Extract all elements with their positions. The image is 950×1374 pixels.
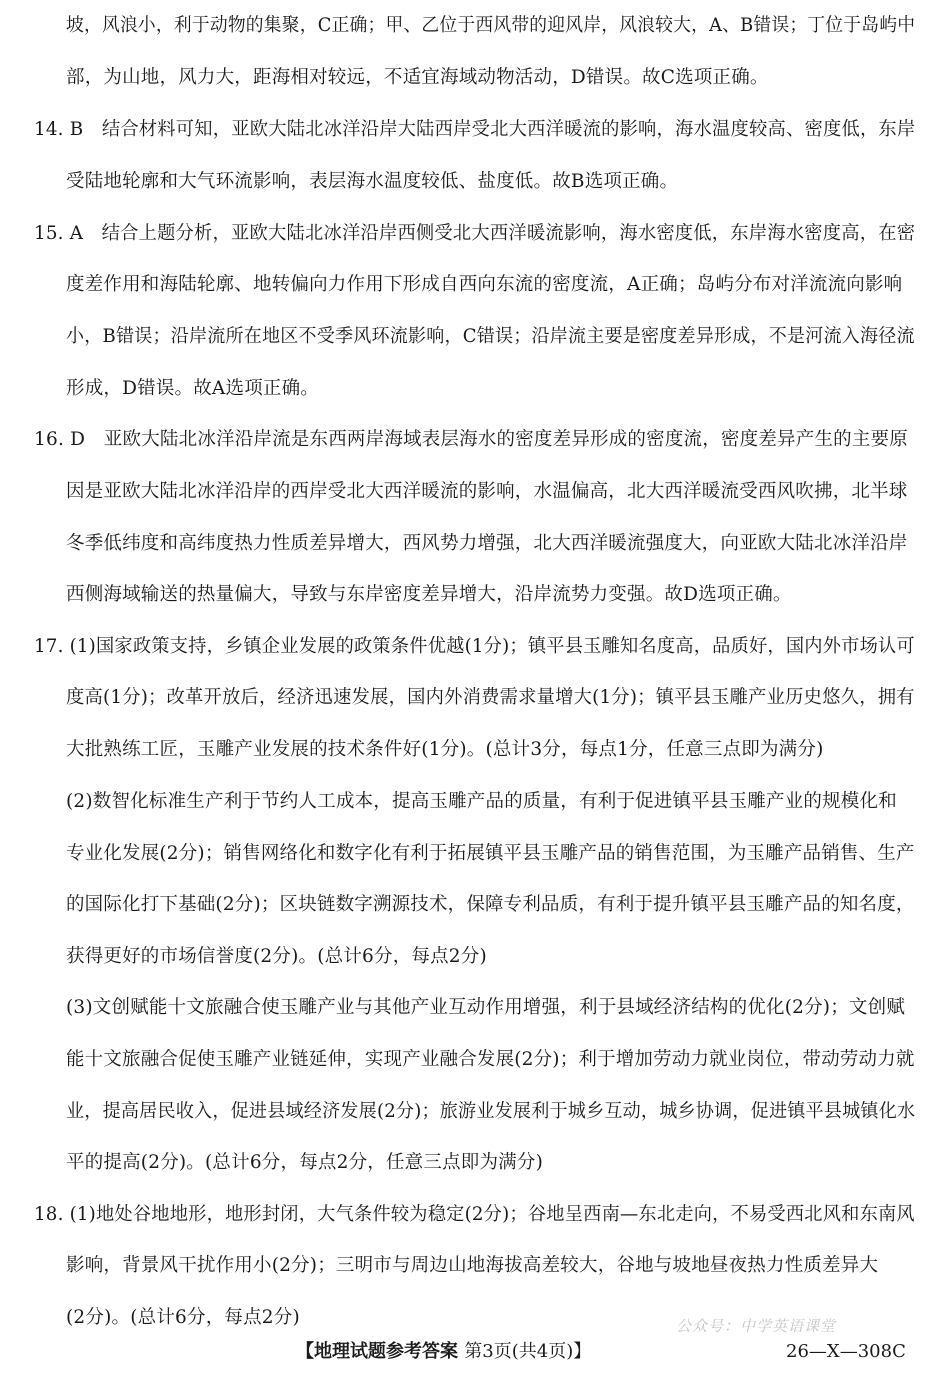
footer-page-info: 第3页(共4页)】 [464, 1341, 592, 1362]
page-footer [296, 1340, 591, 1364]
text-line: 14. B 结合材料可知，亚欧大陆北冰洋沿岸大陆西岸受北大西洋暖流的影响，海水温度较高、密度低，东岸 [34, 119, 916, 140]
watermark: 公众号：中学英语课堂 [676, 1317, 837, 1335]
text-line: 大批熟练工匠，玉雕产业发展的技术条件好(1分)。(总计3分，每点1分，任意三点即为满分) [66, 739, 824, 760]
text-line: 西侧海域输送的热量偏大，导致与东岸密度差异增大，沿岸流势力变强。故D选项正确。 [66, 584, 792, 605]
text-line: 受陆地轮廓和大气环流影响，表层海水温度较低、盐度低。故B选项正确。 [66, 171, 679, 192]
text-line: 业，提高居民收入，促进县域经济发展(2分)；旅游业发展利于城乡互动，城乡协调，促进镇平县城镇化水 [66, 1101, 916, 1122]
text-line: 度差作用和海陆轮廓、地转偏向力作用下形成自西向东流的密度流，A正确；岛屿分布对洋流流向影响 [66, 274, 903, 295]
text-line: 小，B错误；沿岸流所在地区不受季风环流影响，C错误；沿岸流主要是密度差异形成，不是河流入海径流 [66, 326, 915, 347]
text-line: 坡，风浪小，利于动物的集聚，C正确；甲、乙位于西风带的迎风岸，风浪较大，A、B错误；丁位于岛屿中 [66, 15, 916, 36]
text-line: (2分)。(总计6分，每点2分) [66, 1307, 300, 1328]
text-line: 获得更好的市场信誉度(2分)。(总计6分，每点2分) [66, 946, 487, 967]
text-line: 能十文旅融合促使玉雕产业链延伸，实现产业融合发展(2分)；利于增加劳动力就业岗位，带动劳动力就 [66, 1049, 915, 1070]
text-line: 专业化发展(2分)；销售网络化和数字化有利于拓展镇平县玉雕产品的销售范围，为玉雕产品销售、生产 [66, 843, 915, 864]
text-line: 的国际化打下基础(2分)；区块链数字溯源技术，保障专利品质，有利于提升镇平县玉雕产品的知名度， [66, 894, 915, 915]
text-line: 影响，背景风干扰作用小(2分)；三明市与周边山地海拔高差较大，谷地与坡地昼夜热力性质差异大 [66, 1255, 879, 1276]
text-line: 17. (1)国家政策支持，乡镇企业发展的政策条件优越(1分)；镇平县玉雕知名度高，品质好，国内外市场认可 [34, 636, 915, 657]
text-line: 16. D 亚欧大陆北冰洋沿岸流是东西两岸海域表层海水的密度差异形成的密度流，密度差异产生的主要原 [34, 429, 908, 450]
footer-code: 26—X—308C [786, 1341, 906, 1362]
text-line: 因是亚欧大陆北冰洋沿岸的西岸受北大西洋暖流的影响，水温偏高，北大西洋暖流受西风吹拂，北半球 [66, 481, 908, 502]
text-line: (3)文创赋能十文旅融合使玉雕产业与其他产业互动作用增强，利于县域经济结构的优化(2分)；文创赋 [66, 997, 906, 1018]
text-line: 度高(1分)；改革开放后，经济迅速发展，国内外消费需求量增大(1分)；镇平县玉雕产业历史悠久，拥有 [66, 687, 915, 708]
text-line: 部，为山地，风力大，距海相对较远，不适宜海域动物活动，D错误。故C选项正确。 [66, 67, 769, 88]
text-line: 18. (1)地处谷地地形，地形封闭，大气条件较为稳定(2分)；谷地呈西南—东北走向，不易受西北风和东南风 [34, 1204, 915, 1225]
text-line: (2)数智化标准生产利于节约人工成本，提高玉雕产品的质量，有利于促进镇平县玉雕产业的规模化和 [66, 791, 897, 812]
text-line: 冬季低纬度和高纬度热力性质差异增大，西风势力增强，北大西洋暖流强度大，向亚欧大陆北冰洋沿岸 [66, 533, 908, 554]
text-line: 平的提高(2分)。(总计6分，每点2分，任意三点即为满分) [66, 1152, 543, 1173]
text-line: 15. A 结合上题分析，亚欧大陆北冰洋沿岸西侧受北大西洋暖流影响，海水密度低，东岸海水密度高，在密 [34, 223, 916, 244]
footer-title: 【地理试题参考答案 [296, 1341, 458, 1362]
text-line: 形成，D错误。故A选项正确。 [66, 378, 319, 399]
